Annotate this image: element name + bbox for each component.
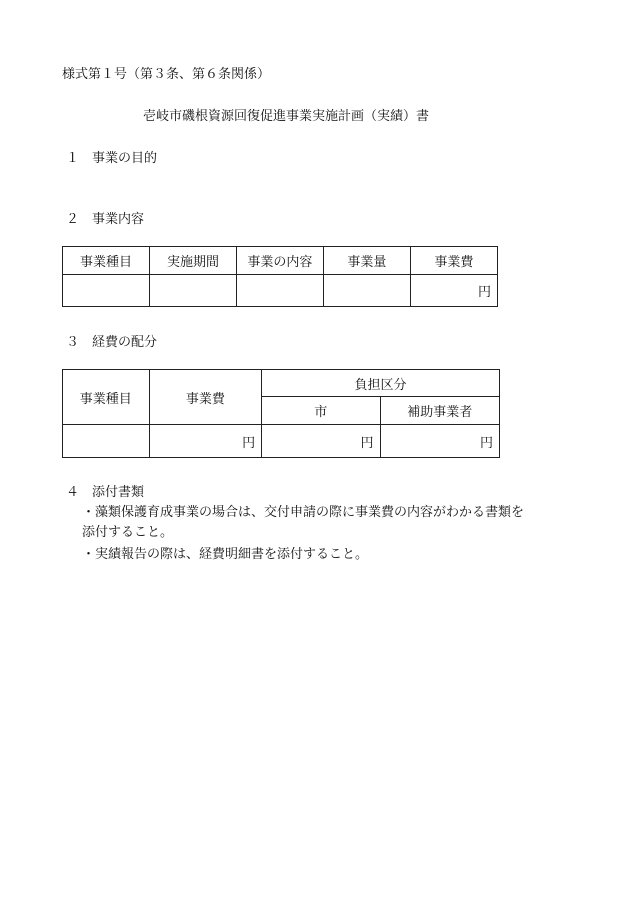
note-results-report: ・実績報告の際は、経費明細書を添付すること。 (82, 547, 369, 562)
section-2-number: ２ (66, 212, 80, 227)
header-quantity: 事業量 (323, 247, 410, 275)
section-4-number: ４ (66, 485, 80, 500)
table-row (63, 425, 500, 458)
cost-allocation-table (62, 369, 500, 458)
section-3-heading: 経費の配分 (92, 335, 158, 350)
table-row (63, 275, 498, 307)
table-header-row (63, 247, 498, 275)
section-1-heading: 事業の目的 (92, 151, 158, 166)
cell-city: 円 (262, 425, 380, 458)
header-subsidy-recipient: 補助事業者 (380, 397, 499, 425)
note-algae-line1: ・藻類保護育成事業の場合は、交付申請の際に事業費の内容がわかる書類を (82, 505, 525, 520)
cell-business-type (63, 425, 150, 458)
cell-subsidy-recipient: 円 (380, 425, 499, 458)
header-cost: 事業費 (149, 370, 261, 425)
section-4-heading: 添付書類 (92, 485, 145, 500)
section-1-number: １ (66, 151, 80, 166)
note-algae-line2: 添付すること。 (82, 525, 174, 540)
cell-cost: 円 (149, 425, 261, 458)
cell-content (236, 275, 323, 307)
cell-business-type (63, 275, 150, 307)
business-content-table (62, 246, 498, 307)
section-3-number: ３ (66, 335, 80, 350)
header-business-type: 事業種目 (63, 247, 150, 275)
header-period: 実施期間 (149, 247, 236, 275)
header-city: 市 (262, 397, 380, 425)
section-2-heading: 事業内容 (92, 212, 145, 227)
form-label: 様式第１号（第３条、第６条関係） (62, 67, 271, 82)
page-title: 壱岐市磯根資源回復促進事業実施計画（実績）書 (143, 109, 430, 124)
header-business-type: 事業種目 (63, 370, 150, 425)
header-cost: 事業費 (410, 247, 497, 275)
cell-quantity (323, 275, 410, 307)
cell-period (149, 275, 236, 307)
header-content: 事業の内容 (236, 247, 323, 275)
header-burden-category: 負担区分 (262, 370, 500, 397)
cell-cost: 円 (410, 275, 497, 307)
